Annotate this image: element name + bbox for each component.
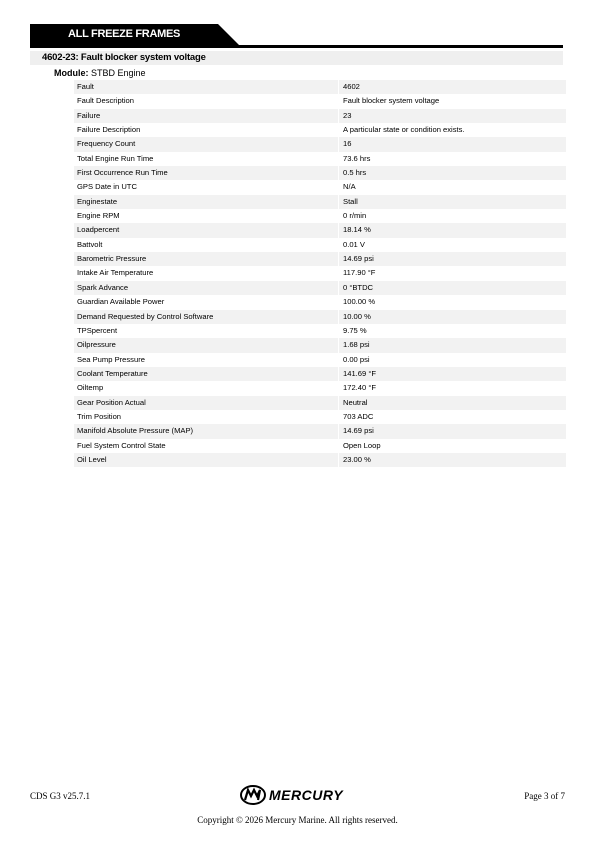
row-label: Battvolt bbox=[77, 239, 103, 249]
row-value: 16 bbox=[338, 137, 566, 151]
row-label: Guardian Available Power bbox=[77, 297, 165, 307]
row-value: 141.69 °F bbox=[338, 367, 566, 381]
row-label: Enginestate bbox=[77, 196, 118, 206]
row-value: 10.00 % bbox=[338, 310, 566, 324]
row-value: 23.00 % bbox=[338, 453, 566, 467]
row-value: 172.40 °F bbox=[338, 381, 566, 395]
row-value: 0 °BTDC bbox=[338, 281, 566, 295]
row-label: Total Engine Run Time bbox=[77, 153, 154, 163]
row-value: 0 r/min bbox=[338, 209, 566, 223]
row-label: First Occurrence Run Time bbox=[77, 168, 168, 178]
row-label: Oilpressure bbox=[77, 340, 116, 350]
table-row bbox=[74, 310, 566, 324]
row-label: Fault Description bbox=[77, 96, 134, 106]
table-row bbox=[74, 453, 566, 467]
module-line bbox=[54, 67, 146, 79]
row-label: Failure Description bbox=[77, 125, 141, 135]
row-label: Spark Advance bbox=[77, 282, 129, 292]
row-value: 9.75 % bbox=[338, 324, 566, 338]
table-row bbox=[74, 166, 566, 180]
table-row bbox=[74, 396, 566, 410]
row-value: 23 bbox=[338, 109, 566, 123]
table-row bbox=[74, 295, 566, 309]
row-label: Oiltemp bbox=[77, 383, 104, 393]
table-row bbox=[74, 80, 566, 94]
table-row bbox=[74, 94, 566, 108]
row-value: 73.6 hrs bbox=[338, 152, 566, 166]
row-value: Stall bbox=[338, 195, 566, 209]
row-value: Fault blocker system voltage bbox=[338, 94, 566, 108]
row-value: 117.90 °F bbox=[338, 266, 566, 280]
table-row bbox=[74, 353, 566, 367]
row-value: 14.69 psi bbox=[338, 252, 566, 266]
row-value: 0.01 V bbox=[338, 238, 566, 252]
row-label: Manifold Absolute Pressure (MAP) bbox=[77, 426, 194, 436]
header-banner bbox=[30, 24, 240, 46]
row-value: Neutral bbox=[338, 396, 566, 410]
table-row bbox=[74, 238, 566, 252]
table-row bbox=[74, 209, 566, 223]
fault-section-title bbox=[30, 51, 563, 65]
module-value: STBD Engine bbox=[91, 68, 146, 78]
brand-name: MERCURY bbox=[269, 787, 344, 803]
fault-title-text: 4602-23: Fault blocker system voltage bbox=[42, 52, 206, 63]
header-title: ALL FREEZE FRAMES bbox=[68, 28, 181, 40]
row-label: Trim Position bbox=[77, 411, 122, 421]
table-row bbox=[74, 123, 566, 137]
row-label: Barometric Pressure bbox=[77, 254, 147, 264]
row-value: Open Loop bbox=[338, 439, 566, 453]
row-label: Coolant Temperature bbox=[77, 368, 148, 378]
row-value: 703 ADC bbox=[338, 410, 566, 424]
row-label: Intake Air Temperature bbox=[77, 268, 154, 278]
table-row bbox=[74, 381, 566, 395]
row-label: Oil Level bbox=[77, 454, 107, 464]
copyright-notice: Copyright © 2026 Mercury Marine. All rights reserved. bbox=[197, 815, 398, 825]
row-label: Gear Position Actual bbox=[77, 397, 146, 407]
row-value: 14.69 psi bbox=[338, 424, 566, 438]
row-label: Failure bbox=[77, 110, 101, 120]
row-label: Fault bbox=[77, 82, 94, 91]
freeze-frame-table bbox=[74, 80, 566, 467]
table-row bbox=[74, 152, 566, 166]
row-label: Sea Pump Pressure bbox=[77, 354, 145, 364]
table-row bbox=[74, 424, 566, 438]
table-row bbox=[74, 109, 566, 123]
mercury-logo-icon bbox=[240, 785, 266, 805]
row-label: Frequency Count bbox=[77, 139, 136, 149]
row-value: N/A bbox=[338, 180, 566, 194]
brand-logo bbox=[240, 783, 343, 807]
table-row bbox=[74, 223, 566, 237]
row-label: Engine RPM bbox=[77, 211, 120, 221]
table-row bbox=[74, 410, 566, 424]
table-row bbox=[74, 266, 566, 280]
row-label: Demand Requested by Control Software bbox=[77, 311, 214, 321]
table-row bbox=[74, 252, 566, 266]
table-row bbox=[74, 137, 566, 151]
table-row bbox=[74, 338, 566, 352]
table-row bbox=[74, 281, 566, 295]
footer-version: CDS G3 v25.7.1 bbox=[30, 791, 91, 801]
row-label: Fuel System Control State bbox=[77, 440, 166, 450]
table-row bbox=[74, 180, 566, 194]
row-label: TPSpercent bbox=[77, 325, 118, 335]
table-row bbox=[74, 324, 566, 338]
row-value: 0.00 psi bbox=[338, 353, 566, 367]
row-label: GPS Date in UTC bbox=[77, 182, 137, 192]
row-value: 0.5 hrs bbox=[338, 166, 566, 180]
row-value: 18.14 % bbox=[338, 223, 566, 237]
row-value: A particular state or condition exists. bbox=[338, 123, 566, 137]
page-number: Page 3 of 7 bbox=[524, 791, 565, 801]
table-row bbox=[74, 439, 566, 453]
header-rule bbox=[30, 45, 563, 48]
row-label: Loadpercent bbox=[77, 225, 120, 235]
table-row bbox=[74, 367, 566, 381]
module-label: Module: bbox=[54, 68, 89, 78]
row-value: 1.68 psi bbox=[338, 338, 566, 352]
row-value: 4602 bbox=[338, 80, 566, 94]
table-row bbox=[74, 195, 566, 209]
row-value: 100.00 % bbox=[338, 295, 566, 309]
